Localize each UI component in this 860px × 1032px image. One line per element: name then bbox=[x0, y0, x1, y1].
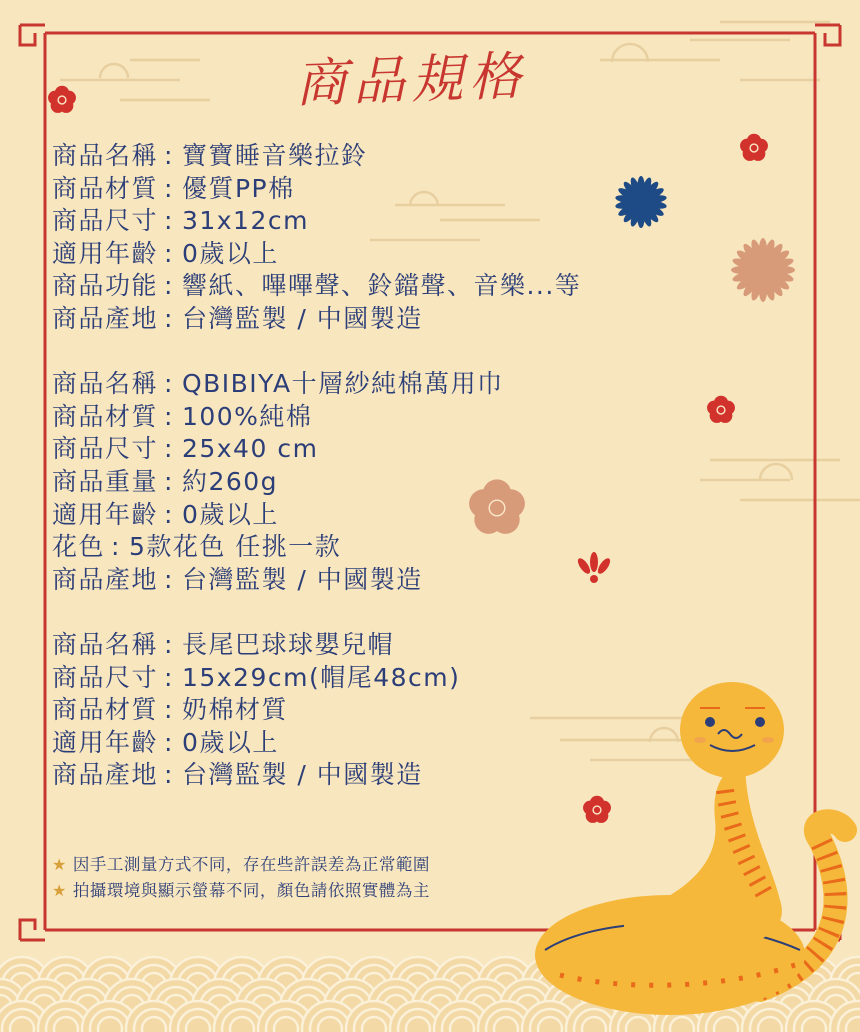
spec-row bbox=[52, 270, 672, 303]
spec-separator: : bbox=[164, 466, 174, 496]
spec-value: 5款花色 任挑一款 bbox=[128, 532, 342, 562]
note-text: 因手工測量方式不同，存在些許誤差為正常範圍 bbox=[72, 855, 430, 874]
spec-separator: : bbox=[164, 695, 174, 725]
spec-value: 15x29cm(帽尾48cm) bbox=[181, 662, 461, 692]
plum-blossom-icon bbox=[740, 134, 768, 161]
spec-row bbox=[52, 368, 672, 401]
spec-label: 商品產地 bbox=[52, 564, 159, 594]
note-row bbox=[52, 852, 430, 878]
spec-label: 商品產地 bbox=[52, 760, 159, 790]
spec-label: 商品材質 bbox=[52, 695, 159, 725]
spec-separator: : bbox=[164, 727, 174, 757]
spec-value: 台灣監製 / 中國製造 bbox=[181, 760, 423, 790]
spec-row bbox=[52, 238, 672, 271]
product-spec-group bbox=[52, 629, 672, 792]
product-spec-group bbox=[52, 368, 672, 596]
spec-label: 商品名稱 bbox=[52, 369, 159, 399]
spec-row bbox=[52, 466, 672, 499]
note-row bbox=[52, 878, 430, 904]
plum-blossom-icon bbox=[48, 86, 76, 113]
spec-label: 商品材質 bbox=[52, 173, 159, 203]
spec-value: 台灣監製 / 中國製造 bbox=[181, 564, 423, 594]
notes bbox=[52, 852, 430, 904]
spec-value: 台灣監製 / 中國製造 bbox=[181, 303, 423, 333]
spec-row bbox=[52, 401, 672, 434]
spec-separator: : bbox=[164, 141, 174, 170]
spec-label: 商品尺寸 bbox=[52, 206, 159, 236]
spec-separator: : bbox=[164, 206, 174, 236]
spec-row bbox=[52, 564, 672, 597]
spec-value: 優質PP棉 bbox=[181, 173, 295, 203]
spec-separator: : bbox=[164, 760, 174, 790]
page-title: 商品規格 bbox=[294, 46, 529, 115]
spec-label: 適用年齡 bbox=[52, 727, 159, 757]
spec-row bbox=[52, 759, 672, 792]
spec-list bbox=[52, 140, 672, 792]
spec-label: 花色 bbox=[52, 532, 106, 562]
spec-label: 適用年齡 bbox=[52, 499, 159, 529]
spec-row bbox=[52, 205, 672, 238]
spec-value: 0歲以上 bbox=[181, 499, 279, 529]
spec-label: 商品尺寸 bbox=[52, 662, 159, 692]
spec-row bbox=[52, 662, 672, 695]
spec-row bbox=[52, 499, 672, 532]
spec-row bbox=[52, 694, 672, 727]
spec-value: 100%純棉 bbox=[181, 401, 313, 431]
spec-value: 31x12cm bbox=[181, 206, 309, 236]
spec-separator: : bbox=[164, 238, 174, 268]
spec-separator: : bbox=[164, 662, 174, 692]
spec-value: 25x40 cm bbox=[181, 434, 319, 464]
spec-row bbox=[52, 303, 672, 336]
spec-value: 0歲以上 bbox=[181, 727, 279, 757]
star-icon: ★ bbox=[52, 855, 67, 874]
star-icon: ★ bbox=[52, 881, 67, 900]
spec-label: 商品尺寸 bbox=[52, 434, 159, 464]
spec-label: 商品功能 bbox=[52, 271, 159, 301]
spec-label: 適用年齡 bbox=[52, 238, 159, 268]
note-text: 拍攝環境與顯示螢幕不同，顏色請依照實體為主 bbox=[72, 881, 430, 900]
spec-value: 寶寶睡音樂拉鈴 bbox=[181, 141, 368, 170]
spec-value: 響紙、嗶嗶聲、鈴鐺聲、音樂...等 bbox=[181, 271, 582, 301]
spec-value: QBIBIYA十層紗純棉萬用巾 bbox=[181, 369, 504, 399]
spec-separator: : bbox=[164, 271, 174, 301]
spec-row bbox=[52, 433, 672, 466]
plum-blossom-icon bbox=[707, 396, 735, 423]
spec-row bbox=[52, 140, 672, 173]
spec-label: 商品材質 bbox=[52, 401, 159, 431]
spec-separator: : bbox=[164, 499, 174, 529]
spec-label: 商品重量 bbox=[52, 466, 159, 496]
tan-chrysanthemum-icon bbox=[731, 238, 795, 302]
spec-separator: : bbox=[164, 369, 174, 399]
spec-row bbox=[52, 173, 672, 206]
spec-label: 商品名稱 bbox=[52, 141, 159, 170]
spec-separator: : bbox=[164, 173, 174, 203]
spec-row bbox=[52, 531, 672, 564]
product-spec-group bbox=[52, 140, 672, 336]
spec-separator: : bbox=[164, 401, 174, 431]
spec-separator: : bbox=[111, 532, 121, 562]
spec-value: 約260g bbox=[181, 466, 279, 496]
spec-value: 0歲以上 bbox=[181, 238, 279, 268]
spec-value: 長尾巴球球嬰兒帽 bbox=[181, 629, 394, 659]
spec-separator: : bbox=[164, 303, 174, 333]
spec-value: 奶棉材質 bbox=[181, 695, 288, 725]
spec-row bbox=[52, 727, 672, 760]
spec-label: 商品產地 bbox=[52, 303, 159, 333]
spec-separator: : bbox=[164, 564, 174, 594]
spec-row bbox=[52, 629, 672, 662]
plum-blossom-icon bbox=[583, 796, 611, 823]
spec-separator: : bbox=[164, 434, 174, 464]
spec-separator: : bbox=[164, 629, 174, 659]
spec-label: 商品名稱 bbox=[52, 629, 159, 659]
